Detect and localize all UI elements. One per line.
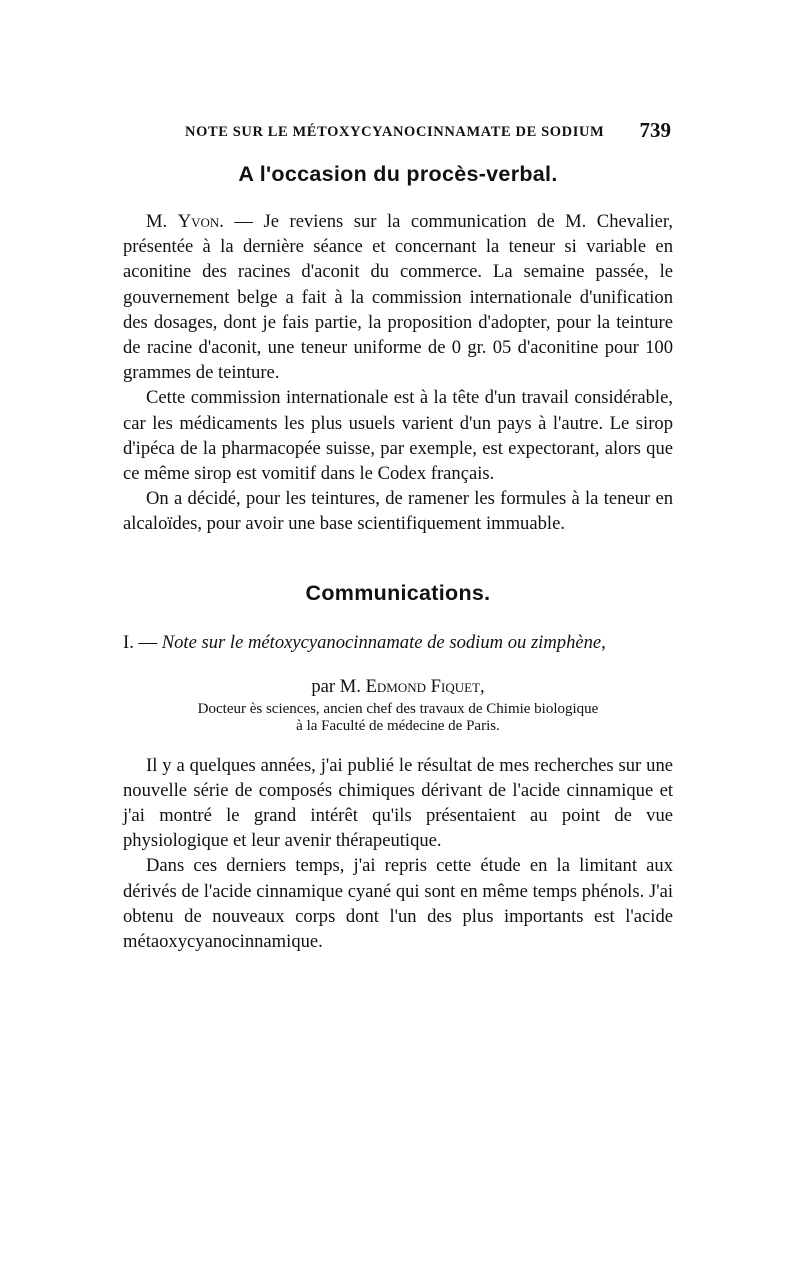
author-name: Edmond Fiquet, [365, 675, 485, 697]
author-affiliation [123, 701, 673, 735]
note-title [123, 630, 673, 655]
byline-prefix: par M. [311, 675, 366, 697]
section-heading-communications: Communications. [305, 580, 491, 605]
page-number: 739 [639, 118, 671, 142]
byline [123, 675, 673, 699]
paragraph-text: . — Je reviens sur la communication de M. Chevalier, présentée à la dernière séance et concernant la teneur si variable en aconitine des racines d'aconit du commerce. La semaine passée, le gouvernement belge a fait à la commission internationale d'unification des dosages, dont je fais partie, la proposition d'adopter, pour la teinture de racine d'aconit, une teneur uniforme de 0 gr. 05 d'aconitine pour 100 grammes de teinture. [123, 211, 673, 384]
paragraph: On a décidé, pour les teintures, de ramener les formules à la teneur en alcaloïdes, pour avoir une base scientifiquement immuable. [123, 488, 673, 535]
note-number: I. — [123, 631, 162, 653]
paragraph: Il y a quelques années, j'ai publié le résultat de mes recherches sur une nouvelle série de composés chimiques dérivant de l'acide cinnamique et j'ai montré le grand intérêt qu'ils présentaient au point de vue physiologique et leur avenir thérapeutique. [123, 754, 673, 852]
section-heading-proces-verbal: A l'occasion du procès-verbal. [238, 162, 558, 186]
speaker-prefix: M. [146, 211, 178, 232]
paragraph: Cette commission internationale est à la tête d'un travail considérable, car les médicaments les plus usuels varient d'un pays à l'autre. Le sirop d'ipéca de la pharmacopée suisse, par exemple, est expectorant, alors que ce même sirop est vomitif dans le Codex français. [123, 387, 673, 485]
speaker-name: Yvon [177, 211, 220, 232]
running-header [123, 118, 673, 146]
affiliation-line: Docteur ès sciences, ancien chef des travaux de Chimie biologique [197, 700, 599, 717]
paragraph: Dans ces derniers temps, j'ai repris cette étude en la limitant aux dérivés de l'acide cinnamique cyané qui sont en même temps phénols. J'ai obtenu de nouveaux corps dont l'un des plus importants est l'acide métaoxycyanocinnamique. [123, 855, 673, 953]
paragraph [123, 209, 673, 385]
note-title-text: Note sur le métoxycyanocinnamate de sodium ou zimphène, [161, 631, 606, 653]
running-title: NOTE SUR LE MÉTOXYCYANOCINNAMATE DE SODIUM [185, 124, 605, 140]
affiliation-line: à la Faculté de médecine de Paris. [296, 717, 500, 734]
document-page [123, 118, 673, 954]
